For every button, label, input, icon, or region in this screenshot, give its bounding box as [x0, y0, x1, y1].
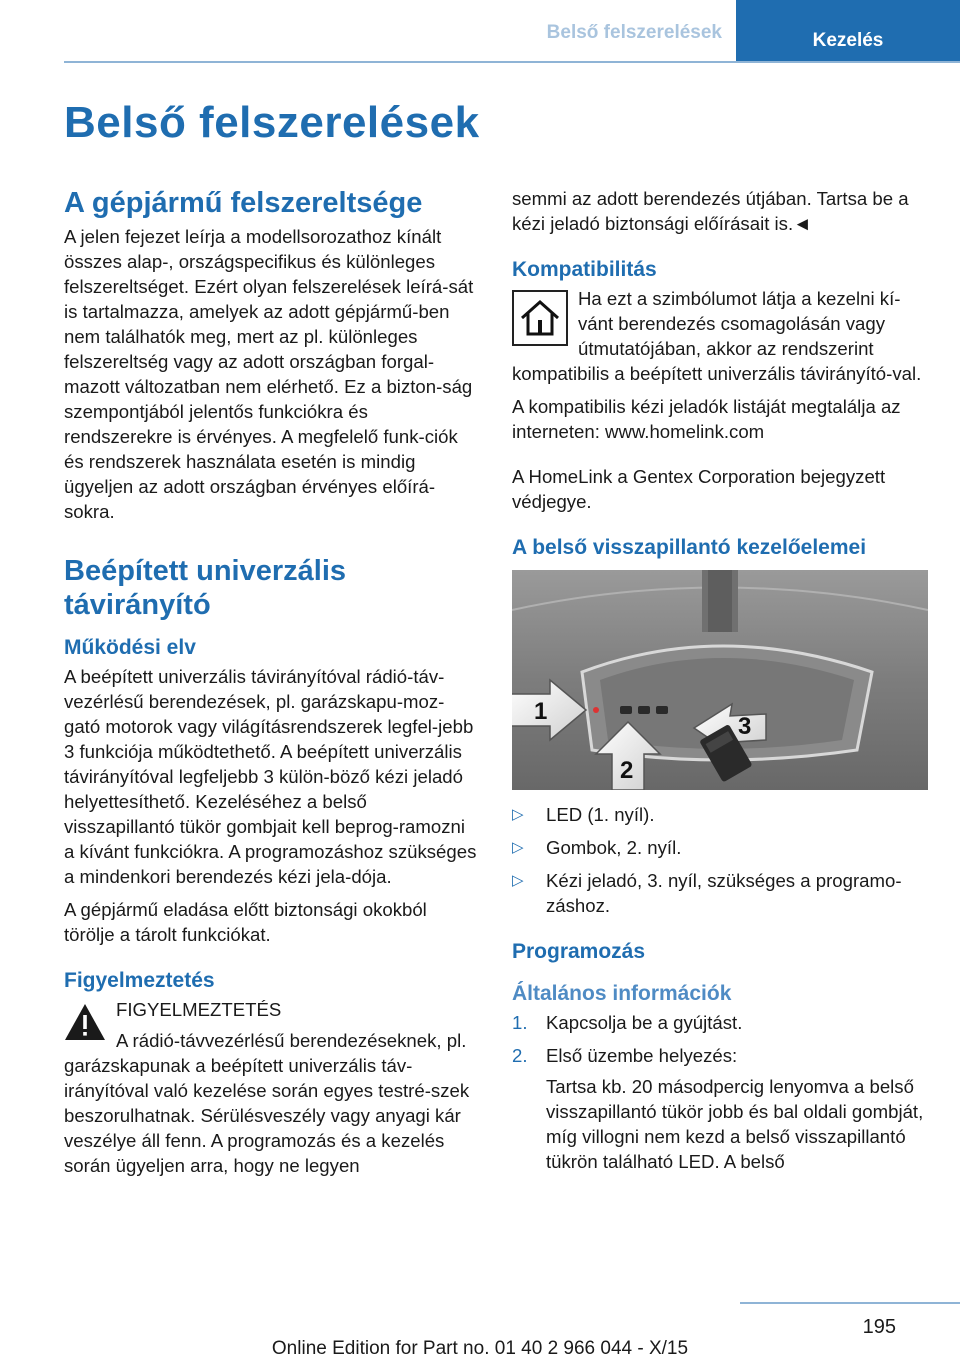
warning-title: FIGYELMEZTETÉS [116, 999, 282, 1020]
paragraph-principle-2: A gépjármű eladása előtt biztonsági okokból törölje a tárolt funkciókat. [64, 899, 427, 945]
triangle-bullet-icon: ▷ [512, 806, 524, 823]
list-item: ▷ Gombok, 2. nyíl. [512, 837, 682, 858]
triangle-bullet-icon: ▷ [512, 839, 524, 856]
step-2-detail: Tartsa kb. 20 másodpercig lenyomva a belső visszapillantó tükör jobb és bal oldali gombját, míg villogni nem kezd a belső visszapillantó tükrön található LED. A belső [546, 1076, 924, 1172]
controls-list [512, 802, 928, 918]
paragraph-trademark: A HomeLink a Gentex Corporation bejegyzett védjegye. [512, 466, 886, 512]
page-number: 195 [862, 1316, 896, 1338]
footer-divider [740, 1302, 960, 1304]
section-tab[interactable]: Belső felszerelések [546, 22, 722, 43]
heading-general-info: Általános információk [512, 982, 732, 1005]
heading-programming: Programozás [512, 940, 646, 963]
heading-warning: Figyelmeztetés [64, 969, 215, 992]
page-title: Belső felszerelések [64, 98, 480, 147]
photo-label-3: 3 [738, 713, 752, 740]
photo-label-2: 2 [620, 757, 634, 784]
edition-footer: Online Edition for Part no. 01 40 2 966 044 - X/15 [271, 1338, 689, 1359]
warning-block [64, 997, 480, 1186]
paragraph-compatibility-2: A kompatibilis kézi jeladók listáját megtalálja az interneten: www.homelink.com [512, 396, 901, 442]
heading-equipment: A gépjármű felszereltsége [64, 187, 423, 219]
paragraph-warning-continued: semmi az adott berendezés útjában. Tartsa be a kézi jeladó biztonsági előírásait is.◄ [512, 188, 909, 234]
warning-triangle-icon [64, 1003, 106, 1041]
list-item: ▷ Kézi jeladó, 3. nyíl, szükséges a programo-záshoz. [512, 870, 902, 916]
heading-universal-remote: Beépített univerzális távirányító [64, 555, 347, 621]
mirror-controls-photo [512, 570, 928, 790]
programming-steps [512, 1010, 928, 1174]
triangle-bullet-icon: ▷ [512, 872, 524, 889]
paragraph-principle-1: A beépített univerzális távirányítóval rádió-táv-vezérlésű berendezések, pl. garázskapu-moz-gató motorok vagy világításrendszerek legfel-jebb 3 funkciója működtethető. A beépített univerzális távirányítóval legfeljebb 3 külön-böző kézi jeladó helyettesíthető. Kezeléséhez a belső visszapillantó tükör gombjait kell beprog-ramozni a kívánt funkciókra. A programozáshoz szükséges a mindenkori berendezés kézi jela-dója. [64, 666, 477, 887]
step-item: 2. Első üzembe helyezés: Tartsa kb. 20 másodpercig lenyomva a belső visszapillantó tükör jobb és bal oldali gombját, míg villogni nem kezd a belső visszapillantó tükrön található LED. A belső [512, 1043, 928, 1174]
compatibility-block [512, 286, 928, 394]
heading-mirror-controls: A belső visszapillantó kezelőelemei [512, 536, 867, 559]
photo-label-1: 1 [534, 698, 548, 725]
step-item: 1. Kapcsolja be a gyújtást. [512, 1012, 743, 1033]
chapter-tab[interactable]: Kezelés [736, 0, 960, 62]
list-item: ▷ LED (1. nyíl). [512, 804, 655, 825]
paragraph-compatibility-1: Ha ezt a szimbólumot látja a kezelni kí-vánt berendezés csomagolásán vagy útmutatójában, akkor az rendszerint kompatibilis a beépített univerzális távirányító-val. [512, 288, 922, 384]
heading-compatibility: Kompatibilitás [512, 258, 657, 281]
left-column [64, 186, 480, 1186]
header-divider [64, 61, 960, 63]
page-header [0, 0, 960, 62]
paragraph-equipment: A jelen fejezet leírja a modellsorozathoz kínált összes alap-, országspecifikus és különleges felszereltséget. Ezért olyan felszerelések leírá-sát is tartalmazza, amelyek az adott gépjármű-ben nem találhatók meg, mert az pl. különleges felszereltség vagy az adott országban forgal-mazott változatban nem elérhető. Ez a bizton-ság szempontjából jelentős funkciókra és rendszerekre is érvényes. A megfelelő funk-ciók és rendszerek használata esetén is mindig ügyeljen az adott országban érvényes előírá-sokra. [64, 226, 474, 522]
right-column [512, 186, 928, 1182]
heading-principle: Működési elv [64, 636, 196, 659]
homelink-house-icon [512, 290, 568, 346]
warning-text: A rádió-távvezérlésű berendezéseknek, pl. garázskapunak a beépített univerzális táv-irányítóval való kezelése során egyes testré-szek beszorulhatnak. Sérülésveszély vagy anyagi kár veszélye áll fenn. A programozás és a kezelés során ügyeljen arra, hogy ne legyen [64, 1030, 470, 1176]
